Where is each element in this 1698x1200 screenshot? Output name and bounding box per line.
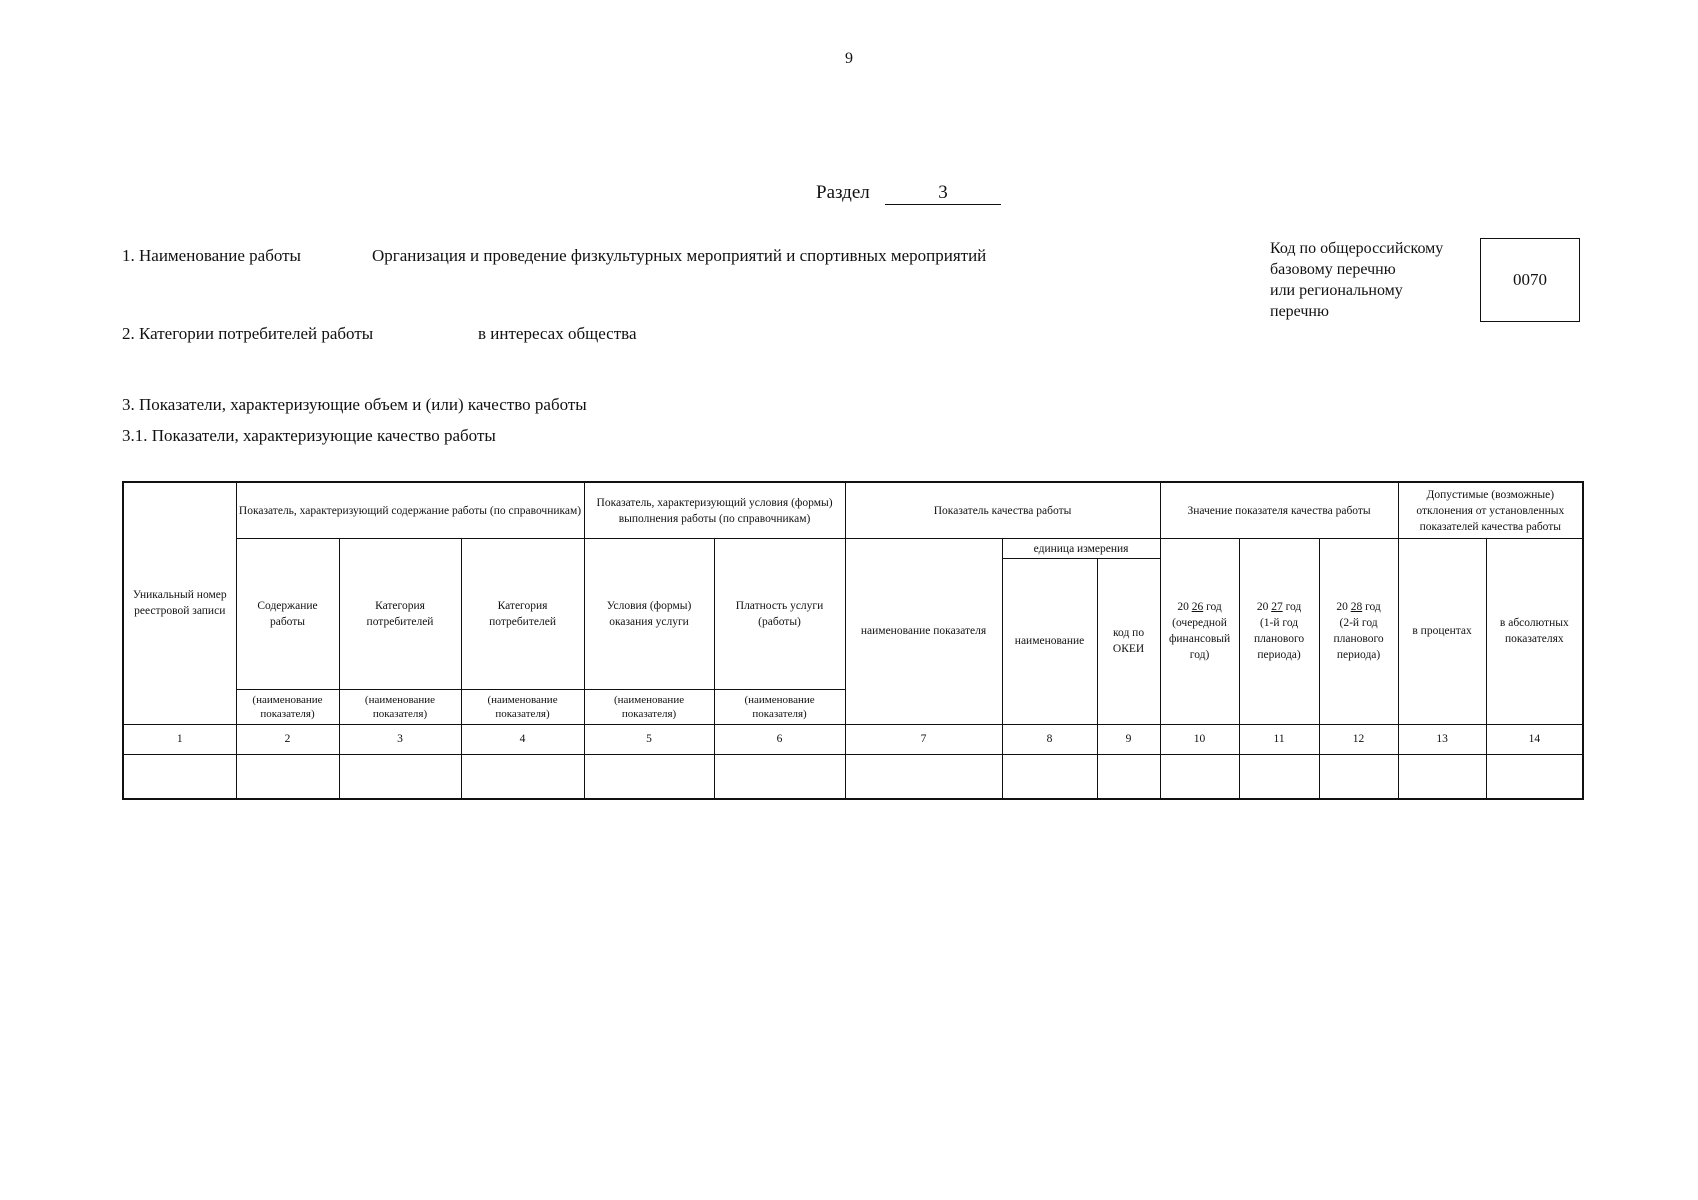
header-conditions-group: Показатель, характеризующий условия (формы) выполнения работы (по справочникам)	[584, 482, 845, 539]
table-cell	[584, 755, 714, 799]
column-number: 4	[461, 724, 584, 754]
indicator-note: (наименование показателя)	[461, 690, 584, 724]
quality-indicators-table	[122, 481, 1584, 800]
header-absolute: в абсолютных показателях	[1486, 539, 1583, 725]
table-cell	[1398, 755, 1486, 799]
table-cell	[1486, 755, 1583, 799]
header-category-2: Категория потребителей	[461, 539, 584, 690]
table-cell	[123, 755, 236, 799]
table-cell	[1002, 755, 1097, 799]
column-number: 5	[584, 724, 714, 754]
indicator-note: (наименование показателя)	[714, 690, 845, 724]
year-1-desc: (очередной финансовый год)	[1168, 617, 1231, 662]
table-cell	[714, 755, 845, 799]
column-number: 14	[1486, 724, 1583, 754]
registry-code-label	[1270, 238, 1470, 322]
header-year-2	[1239, 539, 1319, 725]
header-year-1	[1160, 539, 1239, 725]
table-cell	[339, 755, 461, 799]
indicator-note: (наименование показателя)	[236, 690, 339, 724]
header-value-group: Значение показателя качества работы	[1160, 482, 1398, 539]
header-content-group: Показатель, характеризующий содержание работы (по справочникам)	[236, 482, 584, 539]
header-deviation-group: Допустимые (возможные) отклонения от установленных показателей качества работы	[1398, 482, 1583, 539]
registry-code-label-line: Код по общероссийскому	[1270, 240, 1444, 257]
header-content: Содержание работы	[236, 539, 339, 690]
header-year-3	[1319, 539, 1398, 725]
column-number: 10	[1160, 724, 1239, 754]
column-number: 7	[845, 724, 1002, 754]
indicator-note: (наименование показателя)	[584, 690, 714, 724]
table-cell	[236, 755, 339, 799]
registry-code-box	[1480, 238, 1580, 322]
table-cell	[845, 755, 1002, 799]
registry-code-label-line: базовому перечню	[1270, 261, 1396, 278]
indicator-note: (наименование показателя)	[339, 690, 461, 724]
registry-code-value: 0070	[1513, 270, 1547, 289]
header-unit-name: наименование	[1002, 559, 1097, 725]
header-unit: единица измерения	[1002, 539, 1160, 559]
table-cell	[461, 755, 584, 799]
work-name-label: 1. Наименование работы	[122, 246, 301, 265]
header-category-1: Категория потребителей	[339, 539, 461, 690]
indicators-heading: 3. Показатели, характеризующие объем и (или) качество работы	[122, 395, 587, 414]
year-2-label: 20 27 год	[1256, 601, 1302, 614]
table-cell	[1239, 755, 1319, 799]
year-3-label: 20 28 год	[1336, 601, 1381, 614]
table-cell	[1319, 755, 1398, 799]
header-payment: Платность услуги (работы)	[714, 539, 845, 690]
column-number: 6	[714, 724, 845, 754]
section-number: 3	[885, 182, 1001, 205]
year-2-desc: (1-й год планового периода)	[1253, 617, 1305, 662]
section-label: Раздел	[816, 182, 870, 203]
column-number: 13	[1398, 724, 1486, 754]
column-number: 8	[1002, 724, 1097, 754]
header-unique-number: Уникальный номер реестровой записи	[123, 482, 236, 724]
table-cell	[1160, 755, 1239, 799]
year-1-label: 20 26 год	[1177, 601, 1222, 614]
column-number: 9	[1097, 724, 1160, 754]
table-cell	[1097, 755, 1160, 799]
column-number: 2	[236, 724, 339, 754]
year-3-desc: (2-й год планового периода)	[1333, 617, 1384, 662]
quality-indicators-heading: 3.1. Показатели, характеризующие качество работы	[122, 426, 496, 445]
consumer-category-label: 2. Категории потребителей работы	[122, 324, 374, 343]
header-percent: в процентах	[1398, 539, 1486, 725]
table-row	[123, 755, 1583, 799]
table-header-row	[123, 482, 1583, 539]
header-quality-group: Показатель качества работы	[845, 482, 1160, 539]
column-numbers-row	[123, 724, 1583, 754]
column-number: 12	[1319, 724, 1398, 754]
column-number: 3	[339, 724, 461, 754]
header-okei: код по ОКЕИ	[1097, 559, 1160, 725]
consumer-category-value: в интересах общества	[478, 324, 637, 343]
page-number: 9	[845, 50, 853, 67]
registry-code-label-line: перечню	[1270, 303, 1329, 320]
header-conditions: Условия (формы) оказания услуги	[584, 539, 714, 690]
column-number: 11	[1239, 724, 1319, 754]
table-header-row	[123, 539, 1583, 559]
registry-code-label-line: или региональному	[1270, 282, 1403, 299]
header-indicator-name: наименование показателя	[845, 539, 1002, 725]
work-name-value: Организация и проведение физкультурных мероприятий и спортивных мероприятий	[372, 246, 987, 265]
column-number: 1	[123, 724, 236, 754]
